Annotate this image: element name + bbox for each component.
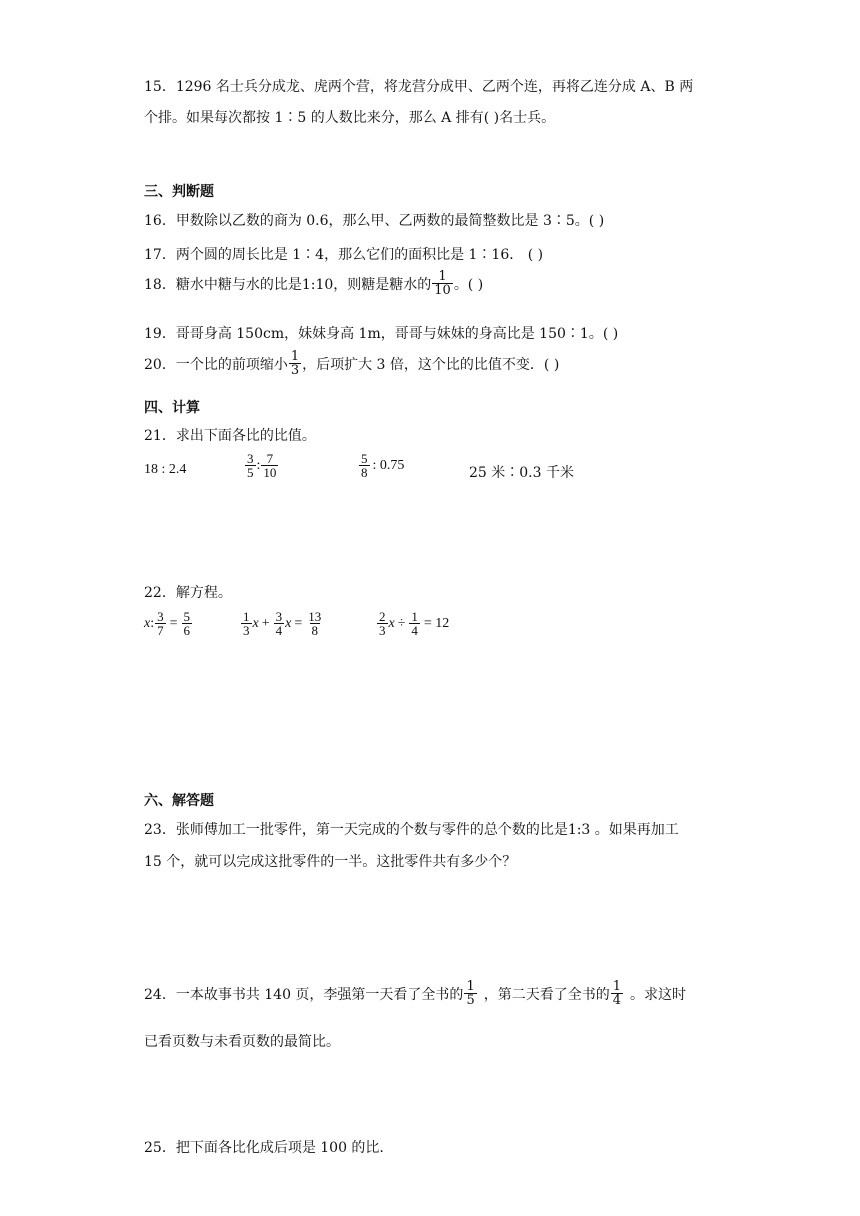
denominator: 8 <box>361 465 368 480</box>
question-18-text: 18．糖水中糖与水的比是1:10，则糖是糖水的 <box>144 276 432 293</box>
fraction <box>241 610 252 637</box>
fraction <box>359 452 370 479</box>
variable-x: x <box>144 615 151 631</box>
denominator: 5 <box>466 993 475 1008</box>
numerator: 1 <box>290 349 300 364</box>
denominator: 3 <box>379 623 386 638</box>
numerator: 3 <box>275 609 283 624</box>
numerator: 7 <box>266 451 274 466</box>
fraction <box>245 452 256 479</box>
ratio-colon: : <box>256 457 261 473</box>
denominator: 5 <box>247 465 254 480</box>
fraction <box>377 610 388 637</box>
question-16: 16．甲数除以乙数的商为 0.6，那么甲、乙两数的最简整数比是 3∶5。( ) <box>144 213 605 229</box>
fraction <box>261 452 278 479</box>
equation-3 <box>376 610 449 637</box>
variable-x: x <box>388 615 395 631</box>
question-23-line-2: 15 个，就可以完成这批零件的一半。这批零件共有多少个？ <box>144 854 517 870</box>
fraction <box>182 610 193 637</box>
question-19: 19．哥哥身高 150cm，妹妹身高 1m，哥哥与妹妹的身高比是 150∶1。( ) <box>144 326 619 342</box>
numerator: 2 <box>379 609 386 624</box>
fraction <box>611 980 623 1007</box>
numerator: 3 <box>157 609 164 624</box>
ratio-item-3 <box>358 452 404 479</box>
variable-x: x <box>285 615 292 631</box>
numerator: 5 <box>361 451 368 466</box>
fraction <box>274 610 285 637</box>
ratio-rest: : 0.75 <box>372 457 405 473</box>
ratio-item-1: 18 : 2.4 <box>144 462 187 477</box>
equation-1 <box>144 610 193 637</box>
fraction <box>464 980 476 1007</box>
question-18 <box>144 270 483 297</box>
question-25: 25．把下面各比化成后项是 100 的比. <box>144 1140 384 1156</box>
numerator: 5 <box>183 609 191 624</box>
question-21-prompt: 21．求出下面各比的比值。 <box>144 428 316 444</box>
question-20-text: 20．一个比的前项缩小 <box>144 356 288 373</box>
numerator: 1 <box>243 609 250 624</box>
denominator: 8 <box>311 623 318 638</box>
plus-sign: + <box>261 615 270 631</box>
question-24-mid: ，第二天看了全书的 <box>483 986 610 1003</box>
denominator: 3 <box>290 363 300 378</box>
denominator: 10 <box>263 465 277 480</box>
question-23-line-1: 23．张师傅加工一批零件，第一天完成的个数与零件的总个数的比是1:3 。如果再加工 <box>144 822 679 838</box>
question-17: 17．两个圆的周长比是 1∶4，那么它们的面积比是 1∶16． ( ) <box>144 247 544 263</box>
denominator: 4 <box>275 623 283 638</box>
question-20 <box>144 350 559 377</box>
fraction <box>155 610 166 637</box>
fraction <box>409 610 420 637</box>
section-heading-judgment: 三、判断题 <box>144 184 214 200</box>
question-20-tail: ，后项扩大 3 倍，这个比的比值不变．( ) <box>302 356 560 373</box>
section-heading-calculation: 四、计算 <box>144 400 200 416</box>
numerator: 13 <box>308 609 322 624</box>
numerator: 1 <box>466 979 475 994</box>
numerator: 3 <box>247 451 254 466</box>
fraction <box>432 270 453 297</box>
ratio-item-2 <box>244 452 279 479</box>
question-24-tail: 。求这时 <box>630 986 686 1003</box>
question-15-line-2: 个排。如果每次都按 1∶5 的人数比来分，那么 A 排有( )名士兵。 <box>144 110 556 126</box>
denominator: 6 <box>183 623 191 638</box>
numerator: 1 <box>411 609 418 624</box>
fraction <box>306 610 323 637</box>
question-24-line-1 <box>144 980 686 1007</box>
denominator: 3 <box>243 623 250 638</box>
denominator: 4 <box>612 993 621 1008</box>
denominator: 10 <box>434 283 451 298</box>
question-18-tail: 。( ) <box>453 276 484 293</box>
section-heading-word-problems: 六、解答题 <box>144 793 214 809</box>
denominator: 7 <box>157 623 164 638</box>
fraction <box>289 350 301 377</box>
ratio-item-4: 25 米∶0.3 千米 <box>469 465 574 481</box>
equation-2 <box>240 610 324 637</box>
question-24-line-2: 已看页数与未看页数的最简比。 <box>144 1034 340 1050</box>
numerator: 1 <box>438 269 447 284</box>
question-24-text: 24．一本故事书共 140 页，李强第一天看了全书的 <box>144 986 464 1003</box>
question-15-line-1: 15．1296 名士兵分成龙、虎两个营，将龙营分成甲、乙两个连，再将乙连分成 A、B 两 <box>144 79 694 95</box>
equals-twelve: = 12 <box>423 615 450 631</box>
denominator: 4 <box>411 623 418 638</box>
colon: : <box>150 615 155 631</box>
variable-x: x <box>252 615 259 631</box>
divide-sign: ÷ <box>397 615 406 631</box>
equals-sign: = <box>169 615 178 631</box>
numerator: 1 <box>612 979 621 994</box>
question-22-prompt: 22．解方程。 <box>144 585 232 601</box>
equals-sign: = <box>294 615 303 631</box>
